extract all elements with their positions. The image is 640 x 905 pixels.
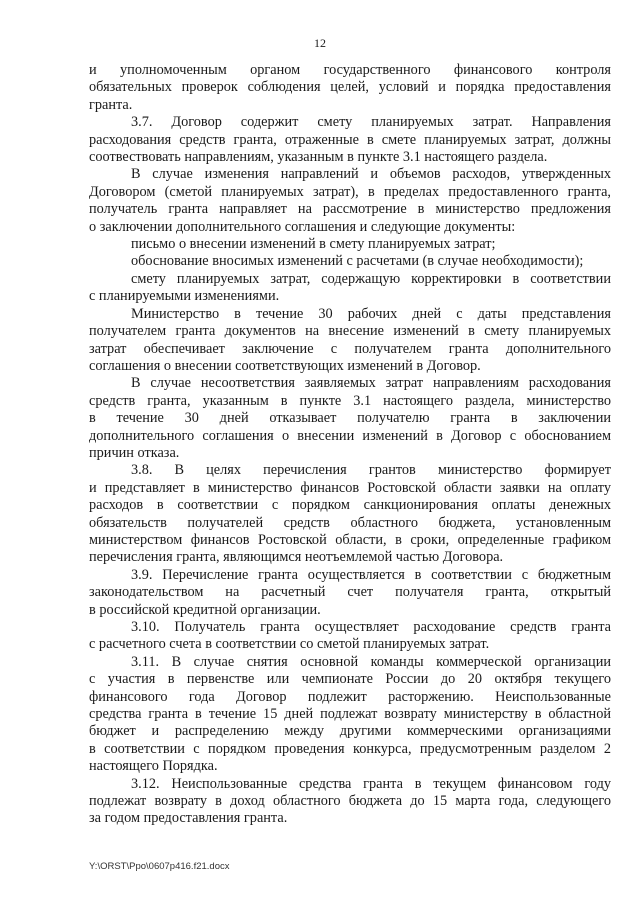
text-line: гранта. — [89, 96, 133, 113]
text-line: обязательных проверок соблюдения целей, условий и порядка предоставления — [89, 79, 611, 96]
text-line: в течение 30 дней отказывает получателю гранта в заключении — [89, 410, 611, 427]
text-line: настоящего Порядка. — [89, 758, 218, 775]
text-line: бюджет и распределению между другими коммерческими организациями — [89, 723, 611, 740]
file-path-footer: Y:\ORST\Ppo\0607p416.f21.docx — [89, 861, 230, 872]
text-line: 3.8. В целях перечисления грантов министерство формирует — [131, 462, 611, 479]
text-line: причин отказа. — [89, 444, 180, 461]
text-line: дополнительного соглашения о внесении изменений в Договор с обоснованием — [89, 427, 611, 444]
text-line: средств гранта, указанным в пункте 3.1 настоящего раздела, министерство — [89, 392, 611, 409]
text-line: с участия в первенстве или чемпионате России до 20 октября текущего — [89, 671, 611, 688]
text-line: соотвествовать направлениям, указанным в пункте 3.1 настоящего раздела. — [89, 149, 548, 166]
text-line: обоснование вносимых изменений с расчетами (в случае необходимости); — [131, 253, 584, 270]
text-line: финансового года Договор подлежит расторжению. Неиспользованные — [89, 688, 611, 705]
text-line: 3.11. В случае снятия основной команды коммерческой организации — [131, 653, 611, 670]
text-line: и уполномоченным органом государственного финансового контроля — [89, 62, 611, 78]
document-body — [89, 62, 611, 828]
text-line: законодательством на расчетный счет получателя гранта, открытый — [89, 584, 611, 601]
text-line: 3.9. Перечисление гранта осуществляется в соответствии с бюджетным — [131, 566, 611, 583]
text-line: Министерство в течение 30 рабочих дней с даты представления — [131, 305, 611, 322]
text-line: затрат обеспечивает заключение с получателем гранта дополнительного — [89, 340, 611, 357]
text-line: и представляет в министерство финансов Ростовской области заявки на оплату — [89, 479, 611, 496]
text-line: министерством финансов Ростовской области, в сроки, определенные графиком — [89, 531, 611, 548]
text-line: В случае несоответствия заявляемых затрат направлениям расходования — [131, 375, 611, 392]
text-line: о заключении дополнительного соглашения и следующие документы: — [89, 218, 516, 235]
text-line: 3.7. Договор содержит смету планируемых затрат. Направления — [131, 114, 611, 131]
text-line: получатель гранта направляет на рассмотрение в министерство предложения — [89, 201, 611, 218]
text-line: получателем гранта документов на внесение изменений в смету планируемых — [89, 323, 611, 340]
text-line: с расчетного счета в соответствии со сметой планируемых затрат. — [89, 636, 490, 653]
text-line: перечисления гранта, являющимся неотъемлемой частью Договора. — [89, 549, 504, 566]
text-line: письмо о внесении изменений в смету планируемых затрат; — [131, 236, 496, 253]
text-line: в соответствии с порядком проведения конкурса, предусмотренным разделом 2 — [89, 740, 611, 757]
text-line: средства гранта в течение 15 дней подлежат возврату министерству в областной — [89, 706, 611, 723]
page-number: 12 — [314, 36, 326, 50]
text-line: за годом предоставления гранта. — [89, 810, 288, 827]
text-line: обязательств получателей средств областного бюджета, установленным — [89, 514, 611, 531]
text-line: В случае изменения направлений и объемов расходов, утвержденных — [131, 166, 611, 183]
text-line: смету планируемых затрат, содержащую корректировки в соответствии — [131, 270, 611, 287]
text-line: Договором (сметой планируемых затрат), в пределах предоставленного гранта, — [89, 183, 611, 200]
text-line: расходов в соответствии с порядком санкционирования оплаты денежных — [89, 497, 611, 514]
text-line: в российской кредитной организации. — [89, 601, 321, 618]
text-line: 3.12. Неиспользованные средства гранта в текущем финансовом году — [131, 775, 611, 792]
text-line: 3.10. Получатель гранта осуществляет расходование средств гранта — [131, 619, 611, 635]
text-line: с планируемыми изменениями. — [89, 288, 280, 305]
text-line: соглашения о внесении соответствующих изменений в Договор. — [89, 357, 481, 374]
text-line: расходования средств гранта, отраженные в смете планируемых затрат, должны — [89, 131, 611, 148]
text-line: подлежат возврату в доход областного бюджета до 15 марта года, следующего — [89, 793, 611, 810]
